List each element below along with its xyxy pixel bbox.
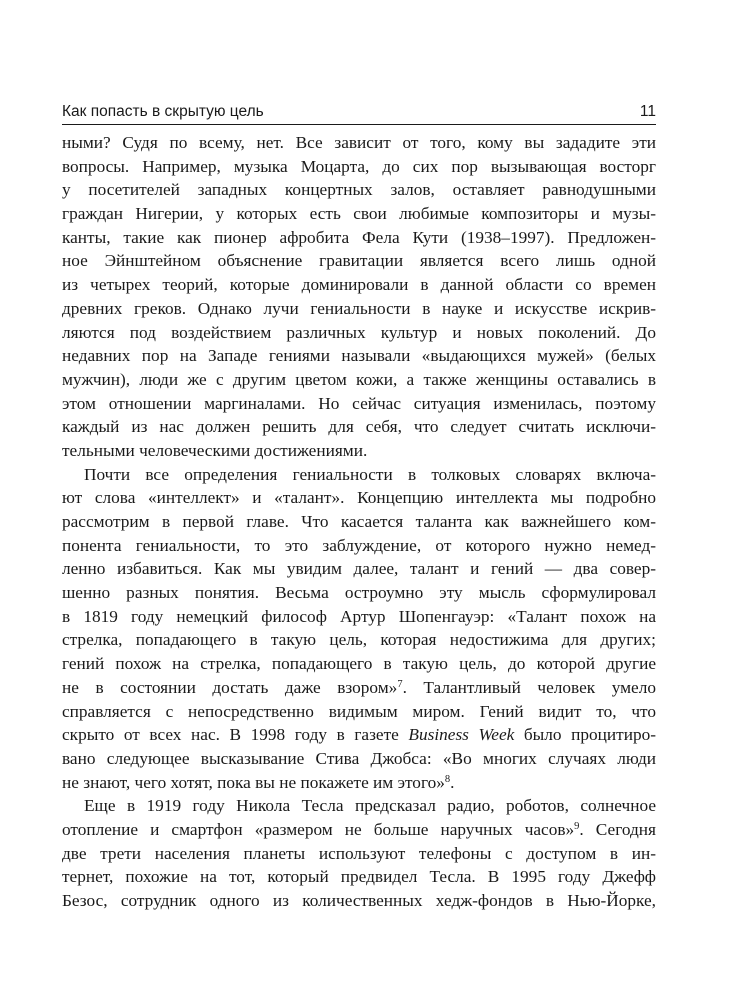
running-header [62, 98, 656, 122]
text-segment: не в состоянии достать даже взором» [62, 677, 398, 697]
header-divider [62, 124, 656, 125]
text-line: гений похож на стрелка, попадающего в такую цель, до которой другие [62, 654, 656, 674]
text-line-with-footnote: не знают, чего хотят, пока вы не покажете им этого»$^8$. [62, 772, 455, 792]
footnote-ref: 8 [444, 773, 451, 785]
text-line: Еще в 1919 году Никола Тесла предсказал радио, роботов, солнечное [84, 796, 656, 816]
text-line: в 1819 году немецкий философ Артур Шопенгауэр: «Талант похож на [62, 606, 656, 626]
running-header-title: Как попасть в скрытую цель [62, 103, 264, 120]
text-line: шенно разных понятия. Весьма остроумно эту мысль сформулировал [62, 583, 656, 603]
text-line-with-italic [62, 723, 656, 747]
text-line: стрелка, попадающего в такую цель, которая недостижима для других; [62, 630, 656, 650]
text-line: древних греков. Однако лучи гениальности в науке и искусстве искрив- [62, 298, 656, 318]
text-line: две трети населения планеты используют телефоны с доступом в ин- [62, 843, 656, 863]
footnote-ref: 9 [574, 820, 580, 832]
text-line: граждан Нигерии, у которых есть свои любимые композиторы и музы- [62, 204, 656, 224]
text-line: вопросы. Например, музыка Моцарта, до сих пор вызывающая восторг [62, 156, 656, 176]
text-line: у посетителей западных концертных залов, оставляет равнодушными [62, 180, 656, 200]
text-line: каждый из нас должен решить для себя, что следует считать исключи- [62, 417, 656, 437]
text-line: мужчин), люди же с другим цветом кожи, а также женщины оставались в [62, 369, 656, 389]
text-line: этом отношении маргиналами. Но сейчас ситуация изменилась, поэтому [62, 393, 656, 413]
footnote-ref: 7 [397, 678, 403, 690]
italic-title: Business Week [408, 725, 515, 745]
text-line: ют слова «интеллект» и «талант». Концепцию интеллекта мы подробно [62, 488, 656, 508]
page-number: 11 [639, 103, 656, 120]
text-segment: отопление и смартфон «размером не больше наручных часов» [62, 819, 575, 839]
body-text [62, 131, 656, 913]
text-segment: . Талантливый человек умело [402, 677, 656, 697]
text-line-with-footnote [62, 818, 656, 842]
text-segment: не знают, чего хотят, пока вы не покажете им этого» [62, 772, 445, 792]
text-line: тернет, похожие на тот, который предвидел Тесла. В 1995 году Джефф [62, 867, 656, 887]
text-line: рассмотрим в первой главе. Что касается таланта как важнейшего ком- [62, 512, 656, 531]
text-line: тельными человеческими достижениями. [62, 440, 368, 460]
text-line: недавних пор на Западе гениями называли «выдающихся мужей» (белых [62, 346, 656, 366]
text-line: из четырех теорий, которые доминировали в данной области со времен [62, 275, 656, 295]
text-line-with-footnote [62, 676, 656, 700]
text-line: ленно избавиться. Как мы увидим далее, талант и гений — два совер- [62, 559, 656, 579]
text-line: справляется с непосредственно видимым миром. Гений видит то, что [62, 701, 656, 721]
text-segment: . Сегодня [579, 819, 656, 839]
text-line: Безос, сотрудник одного из количественных хедж-фондов в Нью-Йорке, [62, 891, 656, 910]
text-line: ными? Судя по всему, нет. Все зависит от того, кому вы зададите эти [62, 133, 656, 152]
text-line: вано следующее высказывание Стива Джобса: «Во многих случаях люди [62, 748, 656, 768]
text-line: ное Эйнштейном объяснение гравитации является всего лишь одной [62, 251, 656, 271]
text-segment: скрыто от всех нас. В 1998 году в газете [62, 725, 399, 745]
text-line: Почти все определения гениальности в толковых словарях включа- [84, 464, 656, 484]
text-segment: было процитиро- [523, 725, 656, 745]
text-line: ляются под воздействием различных культур и новых поколений. До [62, 322, 656, 342]
text-line: канты, такие как пионер афробита Фела Кути (1938–1997). Предложен- [62, 227, 656, 247]
text-line: понента гениальности, то это заблуждение, от которого нужно немед- [62, 535, 656, 555]
